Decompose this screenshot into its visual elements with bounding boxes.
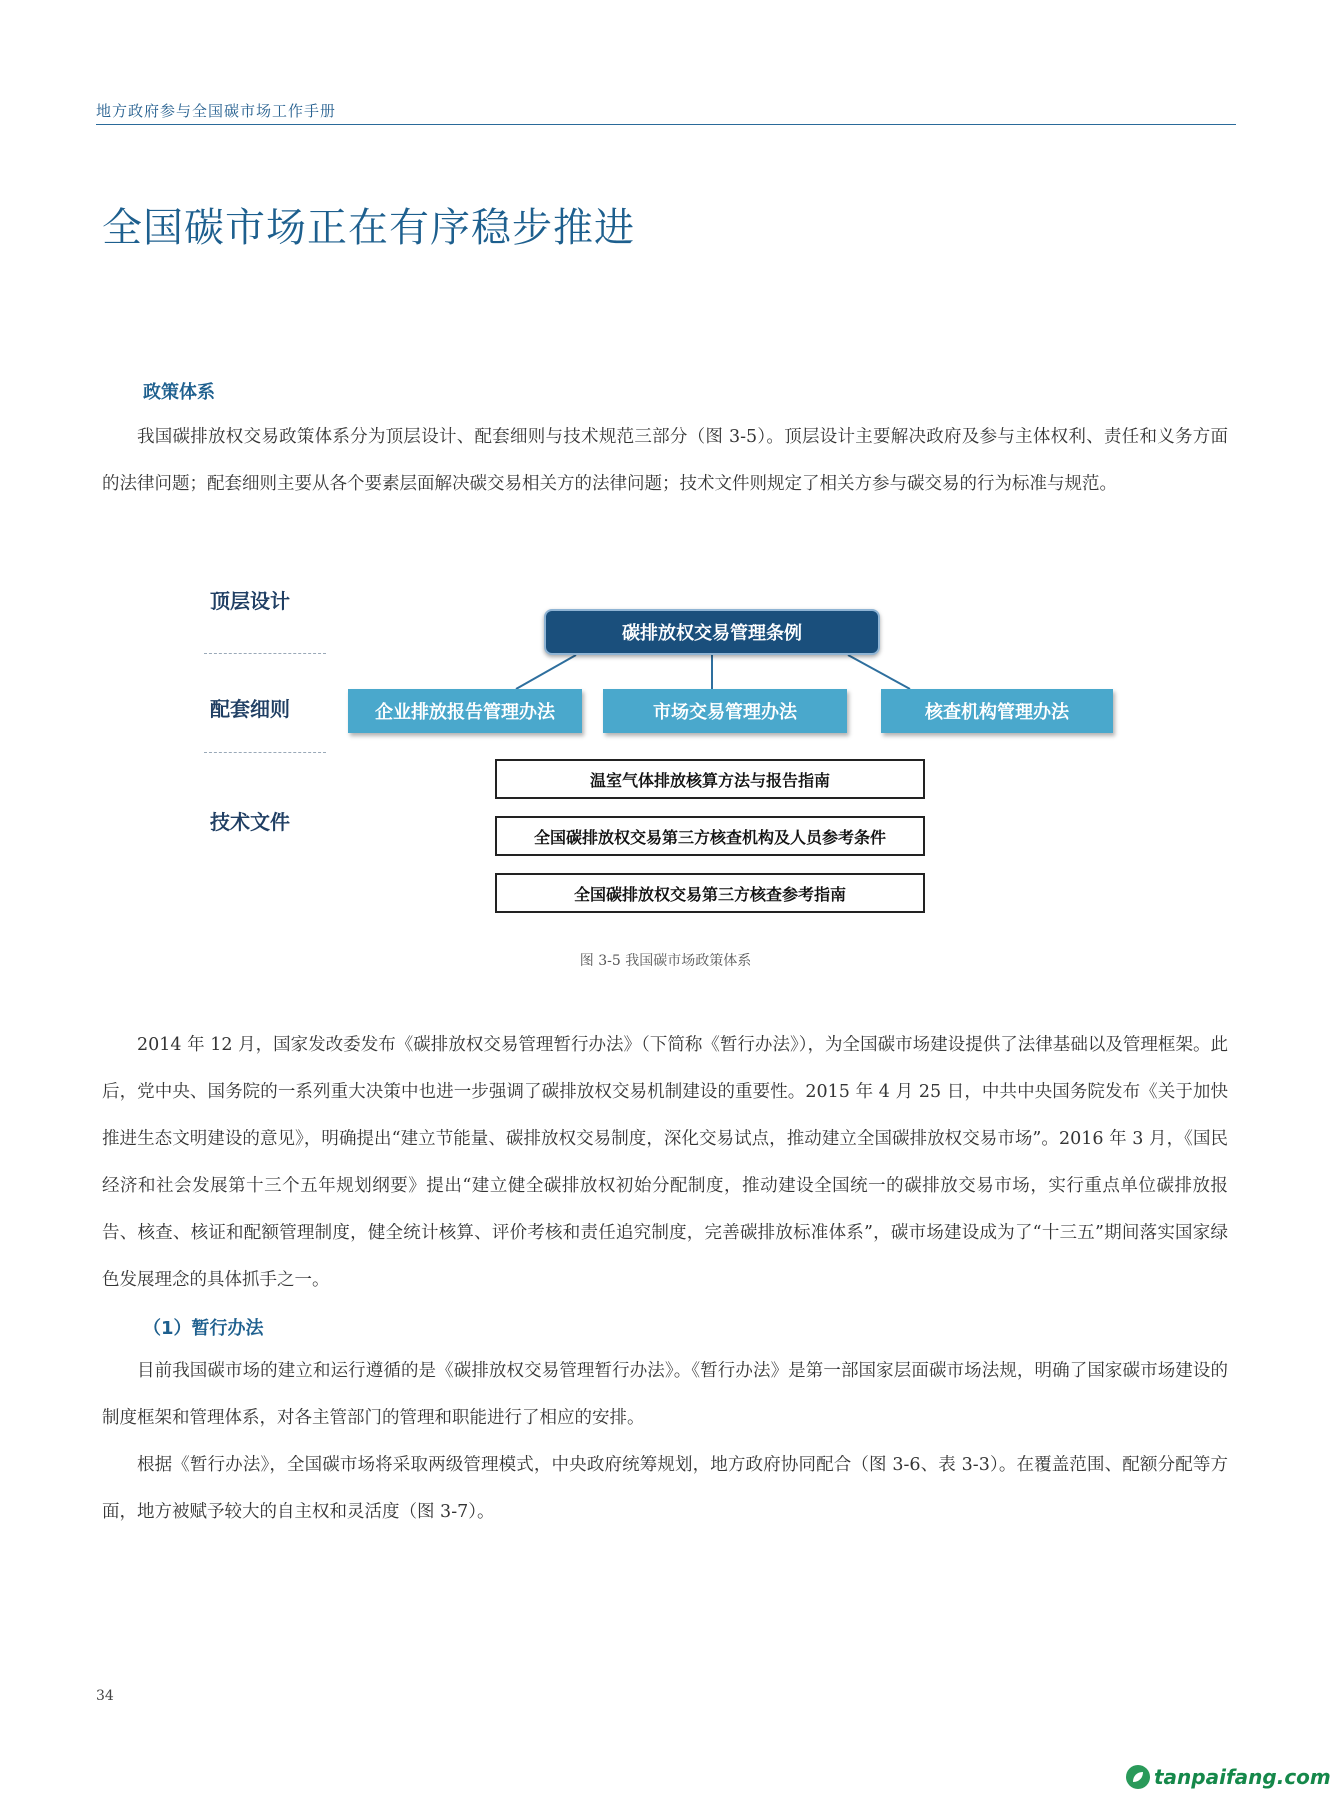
figure-caption: 图 3-5 我国碳市场政策体系 — [579, 953, 752, 969]
connector-left — [516, 655, 576, 689]
connector-right — [848, 655, 910, 689]
interim-measures-paragraph-1: 目前我国碳市场的建立和运行遵循的是《碳排放权交易管理暂行办法》。《暂行办法》是第一部国家层面碳市场法规，明确了国家碳市场建设的制度框架和管理体系，对各主管部门的管理和职能进行了相应的安排。 — [102, 1361, 1228, 1428]
middle-box-enterprise-report: 企业排放报告管理办法 — [348, 689, 582, 733]
watermark — [1126, 1765, 1331, 1789]
interim-measures-paragraph-2: 根据《暂行办法》，全国碳市场将采取两级管理模式，中央政府统筹规划，地方政府协同配合（图 3-6、表 3-3）。在覆盖范围、配额分配等方面，地方被赋予较大的自主权和灵活度（图 3-7）。 — [102, 1455, 1228, 1522]
watermark-text: tanpaifang.com — [1154, 1765, 1331, 1789]
header-rule — [96, 124, 1236, 125]
tier-separator-2 — [204, 752, 326, 753]
running-head: 地方政府参与全国碳市场工作手册 — [96, 102, 337, 120]
watermark-leaf-icon — [1126, 1765, 1150, 1789]
tier-label-tech: 技术文件 — [210, 810, 290, 834]
tech-box-verifier-conditions: 全国碳排放权交易第三方核查机构及人员参考条件 — [495, 816, 925, 856]
middle-box-market-trading: 市场交易管理办法 — [603, 689, 847, 733]
page-title: 全国碳市场正在有序稳步推进 — [102, 205, 635, 251]
tier-label-top: 顶层设计 — [210, 589, 290, 613]
tech-box-ghg-guideline: 温室气体排放核算方法与报告指南 — [495, 759, 925, 799]
section-heading-interim-measures: （1）暂行办法 — [143, 1318, 264, 1339]
tech-box-verification-guide: 全国碳排放权交易第三方核查参考指南 — [495, 873, 925, 913]
page-number: 34 — [96, 1688, 114, 1704]
tier-label-middle: 配套细则 — [210, 697, 290, 721]
middle-box-verification: 核查机构管理办法 — [881, 689, 1113, 733]
tier-separator-1 — [204, 653, 326, 654]
history-paragraph: 2014 年 12 月，国家发改委发布《碳排放权交易管理暂行办法》（下简称《暂行办法》），为全国碳市场建设提供了法律基础以及管理框架。此后，党中央、国务院的一系列重大决策中也进一步强调了碳排放权交易机制建设的重要性。2015 年 4 月 25 日，中共中央国务院发布《关于加快推进生态文明建设的意见》，明确提出“建立节能量、碳排放权交易制度，深化交易试点，推动建立全国碳排放权交易市场”。2016 年 3 月，《国民经济和社会发展第十三个五年规划纲要》提出“建立健全碳排放权初始分配制度，推动建设全国统一的碳排放交易市场，实行重点单位碳排放报告、核查、核证和配额管理制度，健全统计核算、评价考核和责任追究制度，完善碳排放标准体系”，碳市场建设成为了“十三五”期间落实国家绿色发展理念的具体抓手之一。 — [102, 1035, 1228, 1290]
section-heading-policy-system: 政策体系 — [143, 382, 215, 403]
policy-system-paragraph: 我国碳排放权交易政策体系分为顶层设计、配套细则与技术规范三部分（图 3-5）。顶层设计主要解决政府及参与主体权利、责任和义务方面的法律问题；配套细则主要从各个要素层面解决碳交易相关方的法律问题；技术文件则规定了相关方参与碳交易的行为标准与规范。 — [102, 427, 1228, 494]
top-level-box: 碳排放权交易管理条例 — [544, 609, 880, 655]
